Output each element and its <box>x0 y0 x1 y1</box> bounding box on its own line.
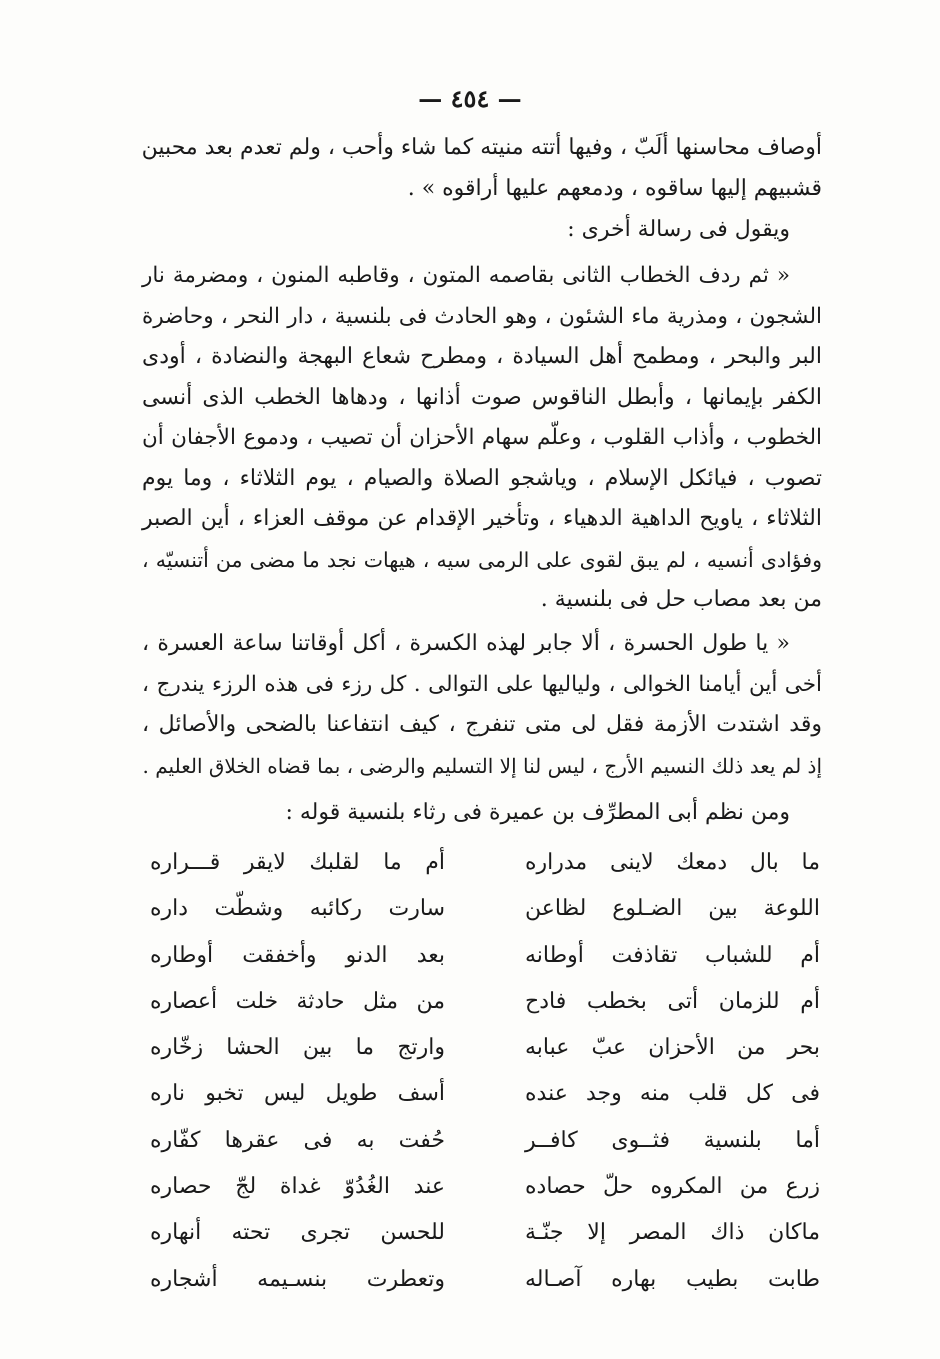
hemistich-right: ماكان ذاك المصر إلا جنّـة <box>525 1220 820 1246</box>
poem-verse <box>150 840 820 886</box>
hemistich-left: سارت ركائبه وشطّت داره <box>150 896 445 922</box>
poem-verse <box>150 933 820 979</box>
hemistich-left: وارتج ما بين الحشا زخّاره <box>150 1035 445 1061</box>
text-line: من بعد مصاب حل فى بلنسية . <box>540 587 822 612</box>
text-line: أخى أين أيامنا الخوالى ، ولياليها على التوالى . كل رزء فى هذه الرزء يندرج ، <box>142 671 822 697</box>
text-line: الخطوب ، وأذاب القلوب ، وعلّم سهام الأحزان أن تصيب ، ودموع الأجفان أن <box>142 425 822 450</box>
hemistich-right: أم للزمان أتى بخطب فادح <box>525 988 820 1014</box>
paragraph-1 <box>142 128 822 209</box>
hemistich-left: من مثل حادثة خلت أعصاره <box>150 988 445 1014</box>
poem-verse <box>150 1118 820 1164</box>
text-line: ويقول فى رسالة أخرى : <box>567 217 790 242</box>
hemistich-left: حُفت به فى عقرها كفّاره <box>150 1127 445 1153</box>
paragraph-2 <box>142 256 822 621</box>
text-line: ومن نظم أبى المطرِّف بن عميرة فى رثاء بلنسية قوله : <box>285 800 790 825</box>
text-line: وقد اشتدت الأزمة فقل لى متى تنفرج ، كيف انتفاعنا بالضحى والأصائل ، <box>142 712 822 737</box>
poem-verse <box>150 1164 820 1210</box>
poem-verse <box>150 1257 820 1303</box>
text-line: « ثم ردف الخطاب الثانى بقاصمه المتون ، وقاطبه المنون ، ومضرمة نار <box>142 263 790 288</box>
hemistich-right: ما بال دمعك لاينى مدراره <box>525 850 820 875</box>
hemistich-right: زرع من المكروه حلّ حصاده <box>525 1174 820 1200</box>
poem-verse <box>150 1071 820 1117</box>
text-line: البر والبحر ، ومطمح أهل السيادة ، ومطرح شعاع البهجة والنضادة ، أودى <box>142 344 822 369</box>
text-line: الشجون ، ومذرية ماء الشئون ، وهو الحادث فى بلنسية ، دار النحر ، وحاضرة <box>142 303 822 329</box>
page-number: — ٤٥٤ — <box>418 84 522 113</box>
text-line: وفؤادى أنسيه ، لم يبق لقوى على الرمى سيه ، هيهات نجد ما مضى من أتنسيّه ، <box>142 547 822 572</box>
hemistich-left: عند الغُدُوّ غداة لجّ حصاره <box>150 1174 445 1200</box>
poem-verse <box>150 979 820 1025</box>
paragraph-3 <box>142 624 822 786</box>
text-line: إذ لم يعد ذلك النسيم الأرج ، ليس لنا إلا التسليم والرضى ، بما قضاه الخلاق العليم . <box>142 753 822 778</box>
poem-verse <box>150 886 820 932</box>
poem <box>150 840 820 1303</box>
hemistich-right: طابت بطيب بهاره آصـاله <box>525 1266 820 1292</box>
hemistich-right: اللوعة بين الضـلوع لظاعن <box>525 896 820 922</box>
text-line: قشبيهم إليها ساقوه ، ودمعهم عليها أراقوه » . <box>407 175 822 201</box>
poem-verse <box>150 1025 820 1071</box>
text-line: تصوب ، فيائكل الإسلام ، وياشجو الصلاة والصيام ، يوم الثلاثاء ، وما يوم <box>142 465 822 491</box>
text-line: الكفر بإيمانها ، وأبطل الناقوس صوت أذانها ، ودهاها الخطب الذى أنسى <box>142 384 822 410</box>
text-line: أوصاف محاسنها ألَبّ ، وفيها أتته منيته كما شاء وأحب ، ولم تعدم بعد محبين <box>141 135 822 160</box>
hemistich-right: أم للشباب تقاذفت أوطانه <box>525 942 820 968</box>
hemistich-left: أسف طويل ليس تخبو ناره <box>150 1081 445 1107</box>
hemistich-right: بحر من الأحزان عبّ عبابه <box>525 1035 820 1061</box>
text-line: « يا طول الحسرة ، ألا جابر لهذه الكسرة ، أكل أوقاتنا ساعة العسرة ، <box>142 631 790 656</box>
intro-line <box>142 210 822 251</box>
poem-intro <box>142 793 822 834</box>
hemistich-left: للحسن تجرى تحته أنهاره <box>150 1220 445 1246</box>
hemistich-right: أما بلنسية فثــوى كافــر <box>525 1127 820 1153</box>
poem-verse <box>150 1210 820 1256</box>
hemistich-left: أم ما لقلبك لايقر قـــراره <box>150 850 445 875</box>
hemistich-left: بعد الدنو وأخفقت أوطاره <box>150 942 445 968</box>
hemistich-left: وتعطرت بنسـيمه أشجاره <box>150 1266 445 1292</box>
text-line: الثلاثاء ، ياويح الداهية الدهياء ، وتأخير الإقدام عن موقف العزاء ، أين الصبر <box>142 506 822 531</box>
hemistich-right: فى كل قلب منه وجد عنده <box>525 1081 820 1107</box>
